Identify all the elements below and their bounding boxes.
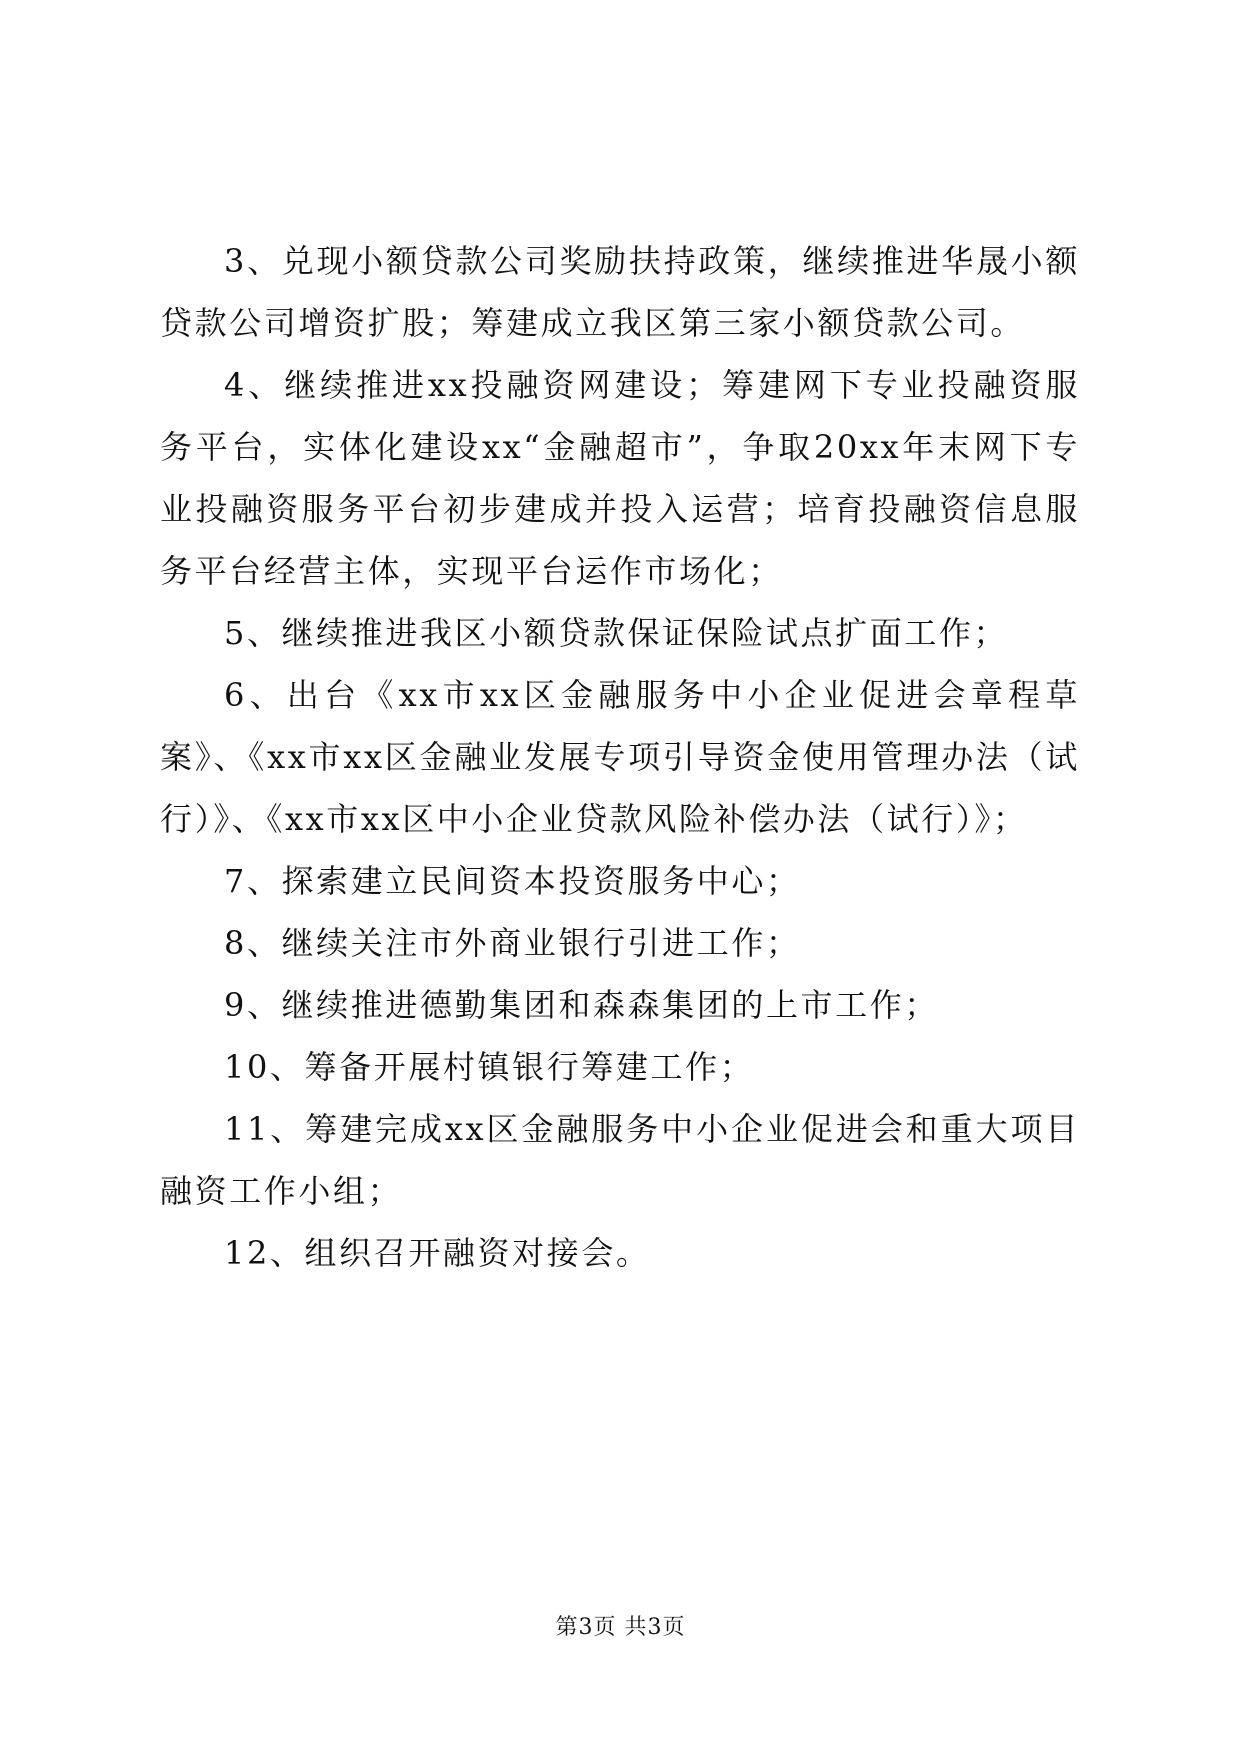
- paragraph-item-4: 4、继续推进xx投融资网建设；筹建网下专业投融资服务平台，实体化建设xx“金融超市”，争取20xx年末网下专业投融资服务平台初步建成并投入运营；培育投融资信息服务平台经营主体，实现平台运作市场化；: [160, 366, 1080, 590]
- paragraph-item-9: 9、继续推进德勤集团和森森集团的上市工作；: [224, 986, 939, 1024]
- document-body: [160, 230, 1080, 1284]
- paragraph-item-10: 10、筹备开展村镇银行筹建工作；: [224, 1048, 755, 1086]
- paragraph-item-6: 6、出台《xx市xx区金融服务中小企业促进会章程草案》、《xx市xx区金融业发展专项引导资金使用管理办法（试行）》、《xx市xx区中小企业贷款风险补偿办法（试行）》；: [160, 676, 1080, 838]
- page-number-footer: 第3页 共3页: [555, 1615, 686, 1640]
- paragraph-item-12: 12、组织召开融资对接会。: [224, 1234, 651, 1272]
- paragraph-item-3: 3、兑现小额贷款公司奖励扶持政策，继续推进华晟小额贷款公司增资扩股；筹建成立我区第三家小额贷款公司。: [160, 242, 1080, 342]
- paragraph-item-7: 7、探索建立民间资本投资服务中心；: [224, 862, 801, 900]
- paragraph-item-5: 5、继续推进我区小额贷款保证保险试点扩面工作；: [224, 614, 1009, 652]
- paragraph-item-8: 8、继续关注市外商业银行引进工作；: [224, 924, 801, 962]
- paragraph-item-11: 11、筹建完成xx区金融服务中小企业促进会和重大项目融资工作小组；: [160, 1110, 1080, 1210]
